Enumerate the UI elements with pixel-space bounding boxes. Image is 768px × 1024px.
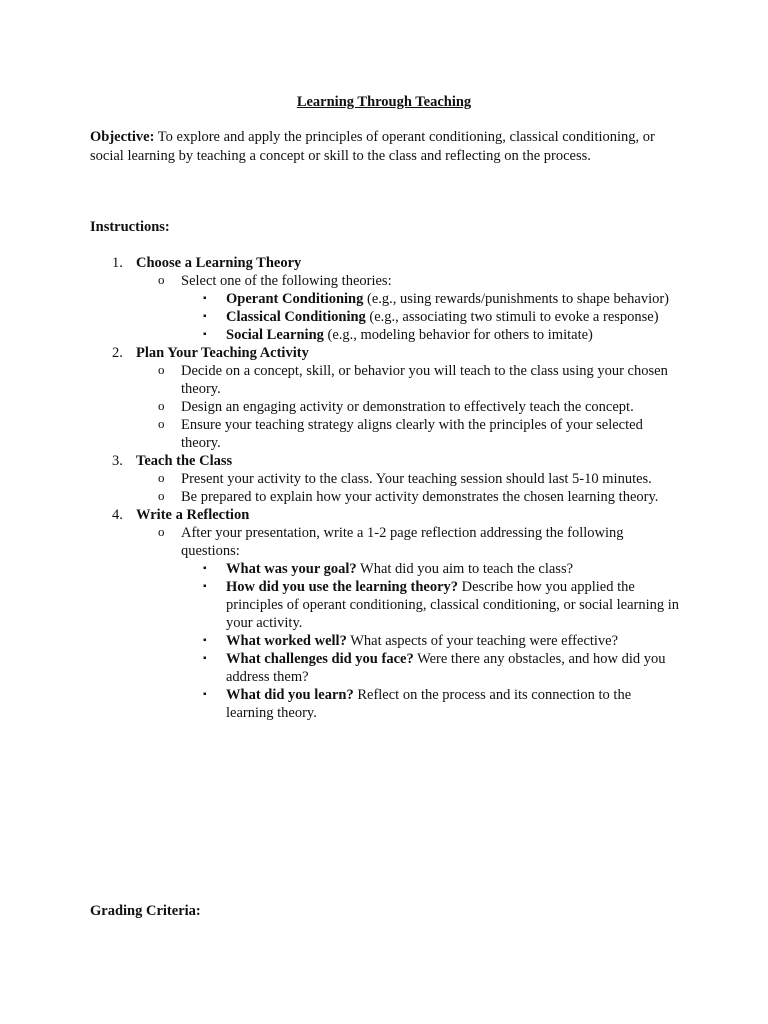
step-number: 3. [112,453,123,469]
bullet-marker: ▪ [203,689,207,700]
sub-item-text: Select one of the following theories: [181,273,392,289]
question-text: How did you use the learning theory? [226,579,459,595]
question-text: What did you learn? [226,687,354,703]
sub-item-text: Design an engaging activity or demonstration to effectively teach the concept. [181,399,634,415]
question-item [0,686,681,722]
theory-item [0,290,681,308]
step-title: Teach the Class [136,453,233,469]
sub-marker: o [158,398,165,413]
sub-item-text: After your presentation, write a 1-2 page reflection addressing the following questions: [181,525,624,559]
step-4-intro [0,524,681,560]
bullet-marker: ▪ [203,635,207,646]
theory-item [0,308,681,326]
bullet-marker: ▪ [203,563,207,574]
bullet-marker: ▪ [203,311,207,322]
step-1 [0,254,768,272]
objective-paragraph [90,128,680,165]
question-text: What was your goal? [226,561,357,577]
step-title: Choose a Learning Theory [136,255,302,271]
theory-name: Operant Conditioning [226,291,364,307]
question-item [0,560,681,578]
instructions-heading: Instructions: [90,219,170,235]
theory-name: Social Learning [226,327,324,343]
instructions-list [0,254,768,722]
sub-item [0,398,681,416]
question-desc: What did you aim to teach the class? [356,561,574,577]
question-desc: What aspects of your teaching were effective? [346,633,619,649]
sub-marker: o [158,470,165,485]
bullet-marker: ▪ [203,581,207,592]
grading-criteria-heading: Grading Criteria: [90,903,201,919]
theory-item [0,326,681,344]
objective-label: Objective: [90,129,155,145]
bullet-marker: ▪ [203,293,207,304]
step-3 [0,452,768,470]
question-desc: Describe how you applied the principles of operant conditioning, classical conditioning, or social learning in your activity. [226,579,680,631]
theory-name: Classical Conditioning [226,309,366,325]
sub-item [0,416,681,452]
sub-item-text: Be prepared to explain how your activity demonstrates the chosen learning theory. [181,489,659,505]
step-number: 4. [112,507,123,523]
theory-desc: (e.g., using rewards/punishments to shape behavior) [363,291,670,307]
step-title: Plan Your Teaching Activity [136,345,309,361]
step-1-intro [0,272,681,290]
sub-item [0,470,681,488]
sub-marker: o [158,488,165,503]
question-desc: Reflect on the process and its connection to the learning theory. [226,687,632,721]
sub-marker: o [158,272,165,287]
bullet-marker: ▪ [203,653,207,664]
theory-desc: (e.g., modeling behavior for others to imitate) [323,327,593,343]
objective-text: To explore and apply the principles of operant conditioning, classical conditioning, or social learning by teaching a concept or skill to the class and reflecting on the process. [90,129,655,164]
question-item [0,578,681,632]
question-desc: Were there any obstacles, and how did you address them? [226,651,666,685]
question-text: What challenges did you face? [226,651,414,667]
sub-item-text: Decide on a concept, skill, or behavior you will teach to the class using your chosen theory. [181,363,668,397]
sub-marker: o [158,362,165,377]
sub-item [0,488,681,506]
question-item [0,650,681,686]
sub-marker: o [158,524,165,539]
question-text: What worked well? [226,633,347,649]
sub-item-text: Present your activity to the class. Your teaching session should last 5-10 minutes. [181,471,652,487]
document-title: Learning Through Teaching [296,94,472,110]
sub-marker: o [158,416,165,431]
step-title: Write a Reflection [136,507,250,523]
step-4 [0,506,768,524]
sub-item-text: Ensure your teaching strategy aligns clearly with the principles of your selected theory. [181,417,643,451]
question-item [0,632,681,650]
sub-item [0,362,681,398]
step-number: 2. [112,345,123,361]
step-2 [0,344,768,362]
theory-desc: (e.g., associating two stimuli to evoke a response) [365,309,659,325]
bullet-marker: ▪ [203,329,207,340]
step-number: 1. [112,255,123,271]
